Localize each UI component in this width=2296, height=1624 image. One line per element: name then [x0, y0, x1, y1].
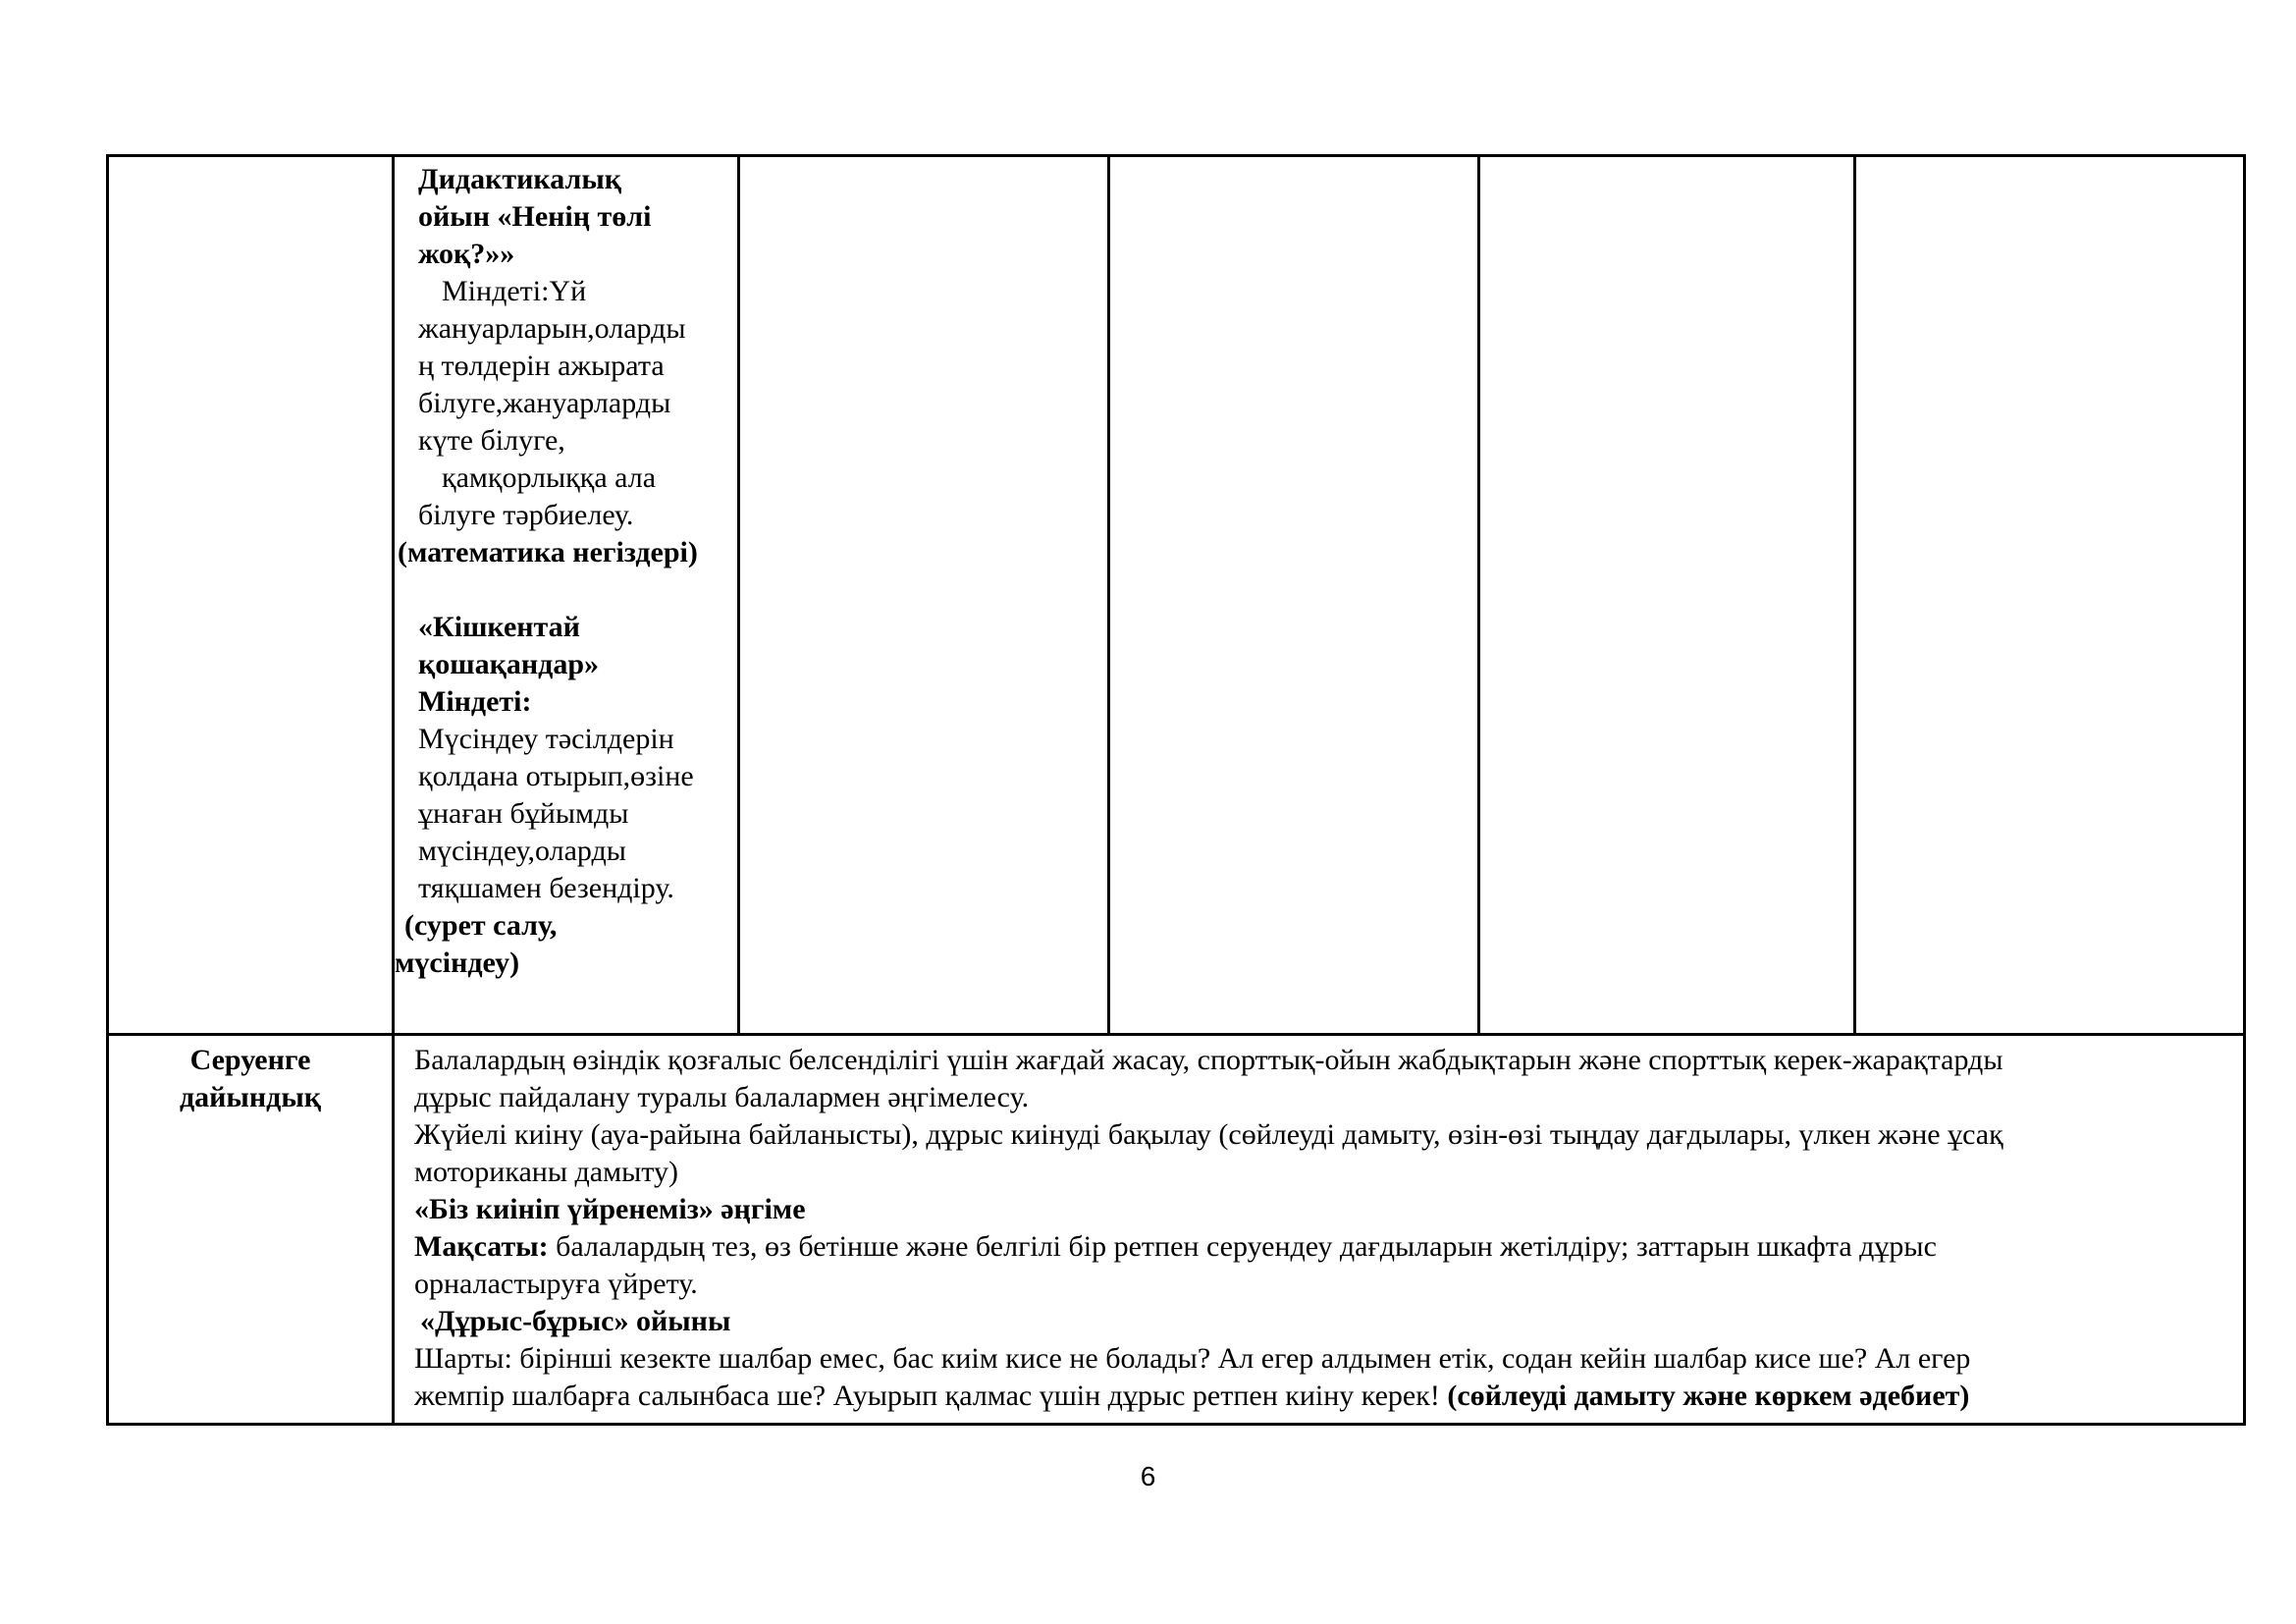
- game-title: «Дұрыс-бұрыс» ойыны: [420, 1305, 731, 1337]
- task-line: Міндеті:Үй: [442, 275, 587, 307]
- task-line: жануарларын,оларды: [418, 312, 686, 345]
- spacer: [395, 571, 733, 609]
- subject-label: (сурет салу,: [404, 909, 558, 942]
- paragraph-line: моториканы дамыту): [414, 1156, 678, 1188]
- rules-line: [414, 1378, 2233, 1415]
- game-title-line: Дидактикалық: [418, 163, 622, 195]
- task-line: білуге,жануарларды: [418, 387, 671, 419]
- walk-prep-label: дайындық: [179, 1081, 322, 1113]
- schedule-table: [106, 154, 2246, 1426]
- rules-subject: (сөйлеуді дамыту және көркем әдебиет): [1447, 1380, 1970, 1412]
- walk-prep-content-cell: [394, 1035, 2245, 1425]
- goal-line: орналастыруға үйрету.: [414, 1268, 698, 1300]
- activity-title-line: қошақандар»: [418, 648, 600, 680]
- empty-cell: [739, 156, 1109, 1035]
- rules-text: жемпір шалбарға салынбаса ше? Ауырып қалмас үшін дұрыс ретпен киіну керек!: [414, 1380, 1448, 1412]
- goal-label: Мақсаты:: [414, 1230, 549, 1263]
- paragraph-line: Балалардың өзіндік қозғалыс белсенділігі үшін жағдай жасау, спорттық-ойын жабдықтарын және спорттық керек-жарақтарды: [414, 1044, 2003, 1076]
- activity-cell: [394, 156, 739, 1035]
- empty-label-cell: [108, 156, 394, 1035]
- subject-label: (математика негіздері): [398, 536, 698, 568]
- task-line: тяқшамен безендіру.: [418, 872, 674, 904]
- game-title-line: ойын «Ненің төлі: [418, 200, 652, 233]
- table-row: [108, 156, 2245, 1035]
- rules-line: Шарты: бірінші кезекте шалбар емес, бас киім кисе не болады? Ал егер алдымен етік, содан кейін шалбар кисе ше? Ал егер: [414, 1342, 1971, 1375]
- task-line: қамқорлыққа ала: [442, 461, 657, 494]
- task-line: қолдана отырып,өзіне: [418, 760, 694, 792]
- page-number: 6: [1140, 1461, 1156, 1491]
- empty-cell: [1855, 156, 2245, 1035]
- goal-line: [414, 1228, 2233, 1266]
- walk-prep-label: Серуенге: [189, 1044, 311, 1076]
- paragraph-line: Жүйелі киіну (ауа-райына байланысты), дұрыс киінуді бақылау (сөйлеуді дамыту, өзін-өзі тыңдау дағдылары, үлкен және ұсақ: [414, 1118, 2003, 1151]
- empty-cell: [1109, 156, 1479, 1035]
- task-line: Мүсіндеу тәсілдерін: [418, 723, 674, 755]
- table-row: [108, 1035, 2245, 1425]
- paragraph-line: дұрыс пайдалану туралы балалармен әңгімелесу.: [414, 1081, 1030, 1113]
- task-line: күте білуге,: [418, 424, 565, 457]
- task-line: мүсіндеу,оларды: [418, 835, 626, 867]
- goal-text: балалардың тез, өз бетінше және белгілі бір ретпен серуендеу дағдыларын жетілдіру; заттарын шкафта дұрыс: [548, 1230, 1937, 1263]
- walk-prep-label-cell: [108, 1035, 394, 1425]
- game-title-line: жоқ?»»: [418, 238, 515, 270]
- activity-title-line: «Кішкентай: [418, 611, 580, 643]
- task-line: білуге тәрбиелеу.: [418, 499, 634, 531]
- task-label: Міндеті:: [418, 685, 532, 718]
- task-line: ұнаған бұйымды: [418, 797, 629, 830]
- subject-label: мүсіндеу): [395, 947, 520, 979]
- talk-title: «Біз киініп үйренеміз» әңгіме: [414, 1193, 806, 1225]
- task-line: ң төлдерін ажырата: [418, 350, 665, 382]
- empty-cell: [1479, 156, 1855, 1035]
